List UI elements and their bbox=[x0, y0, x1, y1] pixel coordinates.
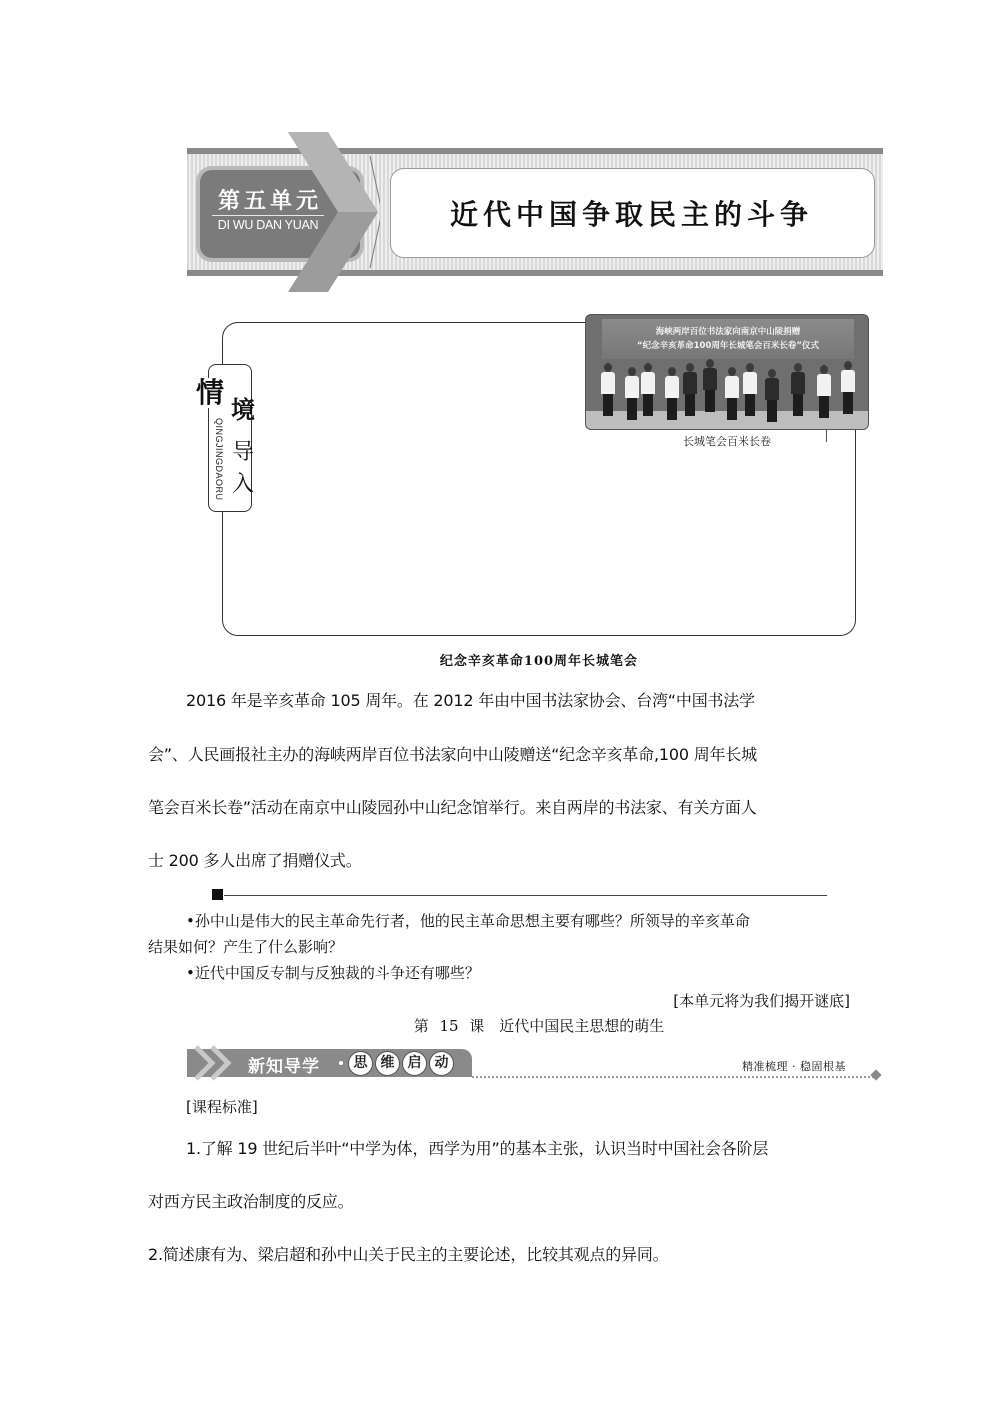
diamond-icon bbox=[870, 1069, 881, 1080]
unit-label-pinyin: DI WU DAN YUAN bbox=[217, 218, 319, 232]
unit-title: 近代中国争取民主的斗争 bbox=[449, 198, 813, 231]
photo-person bbox=[790, 363, 806, 417]
photo-person bbox=[624, 367, 640, 421]
photo-caption: 长城笔会百米长卷 bbox=[683, 435, 771, 448]
section-circle-char-2: 维 bbox=[375, 1051, 400, 1076]
curriculum-line-1: 1.了解 19 世纪后半叶“中学为体，西学为用”的基本主张，认识当时中国社会各阶层 bbox=[186, 1139, 769, 1158]
ceremony-photo bbox=[585, 314, 869, 430]
question-line-3: •近代中国反专制与反独裁的斗争还有哪些？ bbox=[186, 964, 480, 982]
scenario-tab-char-2: 境 bbox=[231, 396, 255, 424]
photo-person bbox=[840, 361, 856, 415]
section-circle-char-1: 思 bbox=[348, 1051, 373, 1076]
section-circle-char-4: 动 bbox=[429, 1051, 454, 1076]
photo-person bbox=[742, 363, 758, 417]
photo-banner-line-1: 海峡两岸百位书法家向南京中山陵捐赠 bbox=[655, 327, 801, 337]
photo-person bbox=[724, 367, 740, 421]
photo-person bbox=[682, 363, 698, 417]
double-chevron-icon bbox=[192, 1045, 242, 1081]
chevron-arrow-icon bbox=[280, 132, 380, 292]
section-label: 新知导学 bbox=[248, 1057, 320, 1077]
section-dotted-rule bbox=[472, 1076, 874, 1078]
question-line-2: 结果如何？产生了什么影响？ bbox=[148, 938, 344, 956]
photo-person bbox=[640, 363, 656, 417]
scenario-tab-char-1: 情 bbox=[196, 376, 225, 409]
scenario-tab-char-3: 导 bbox=[232, 440, 255, 465]
curriculum-heading: [课程标准] bbox=[186, 1098, 258, 1116]
photo-person bbox=[764, 369, 780, 423]
photo-person bbox=[816, 365, 832, 419]
question-line-1: •孙中山是伟大的民主革命先行者，他的民主革命思想主要有哪些？所领导的辛亥革命 bbox=[186, 912, 750, 930]
photo-banner-line-2: “纪念辛亥革命100周年长城笔会百米长卷”仪式 bbox=[637, 341, 819, 351]
unit-label-cn: 第五单元 bbox=[217, 189, 322, 214]
scenario-tab-char-4: 入 bbox=[232, 472, 255, 497]
intro-line-1: 2016 年是辛亥革命 105 周年。在 2012 年由中国书法家协会、台湾“中国书法学 bbox=[186, 691, 755, 710]
curriculum-line-3: 2.简述康有为、梁启超和孙中山关于民主的主要论述，比较其观点的异同。 bbox=[148, 1245, 669, 1264]
curriculum-line-2: 对西方民主政治制度的反应。 bbox=[148, 1192, 354, 1211]
section-subtitle: 精准梳理 · 稳固根基 bbox=[742, 1060, 846, 1073]
photo-person bbox=[702, 359, 718, 413]
section-circle-char-3: 启 bbox=[402, 1051, 427, 1076]
divider-line bbox=[224, 895, 827, 896]
scenario-tab-pinyin: QINGJINGDAORU bbox=[214, 418, 224, 501]
reveal-note: [本单元将为我们揭开谜底] bbox=[673, 992, 850, 1010]
intro-line-2: 会”、人民画报社主办的海峡两岸百位书法家向中山陵赠送“纪念辛亥革命,100 周年长城 bbox=[148, 745, 757, 764]
photo-person bbox=[664, 367, 680, 421]
intro-line-3: 笔会百米长卷”活动在南京中山陵园孙中山纪念馆举行。来自两岸的书法家、有关方面人 bbox=[148, 798, 757, 817]
divider-square-icon bbox=[212, 889, 223, 900]
section-separator-dot bbox=[339, 1061, 343, 1065]
scenario-caption: 纪念辛亥革命100周年长城笔会 bbox=[439, 654, 639, 669]
intro-line-4: 士 200 多人出席了捐赠仪式。 bbox=[148, 851, 362, 870]
lesson-title: 第 15 课 近代中国民主思想的萌生 bbox=[413, 1017, 665, 1035]
photo-person bbox=[600, 363, 616, 417]
